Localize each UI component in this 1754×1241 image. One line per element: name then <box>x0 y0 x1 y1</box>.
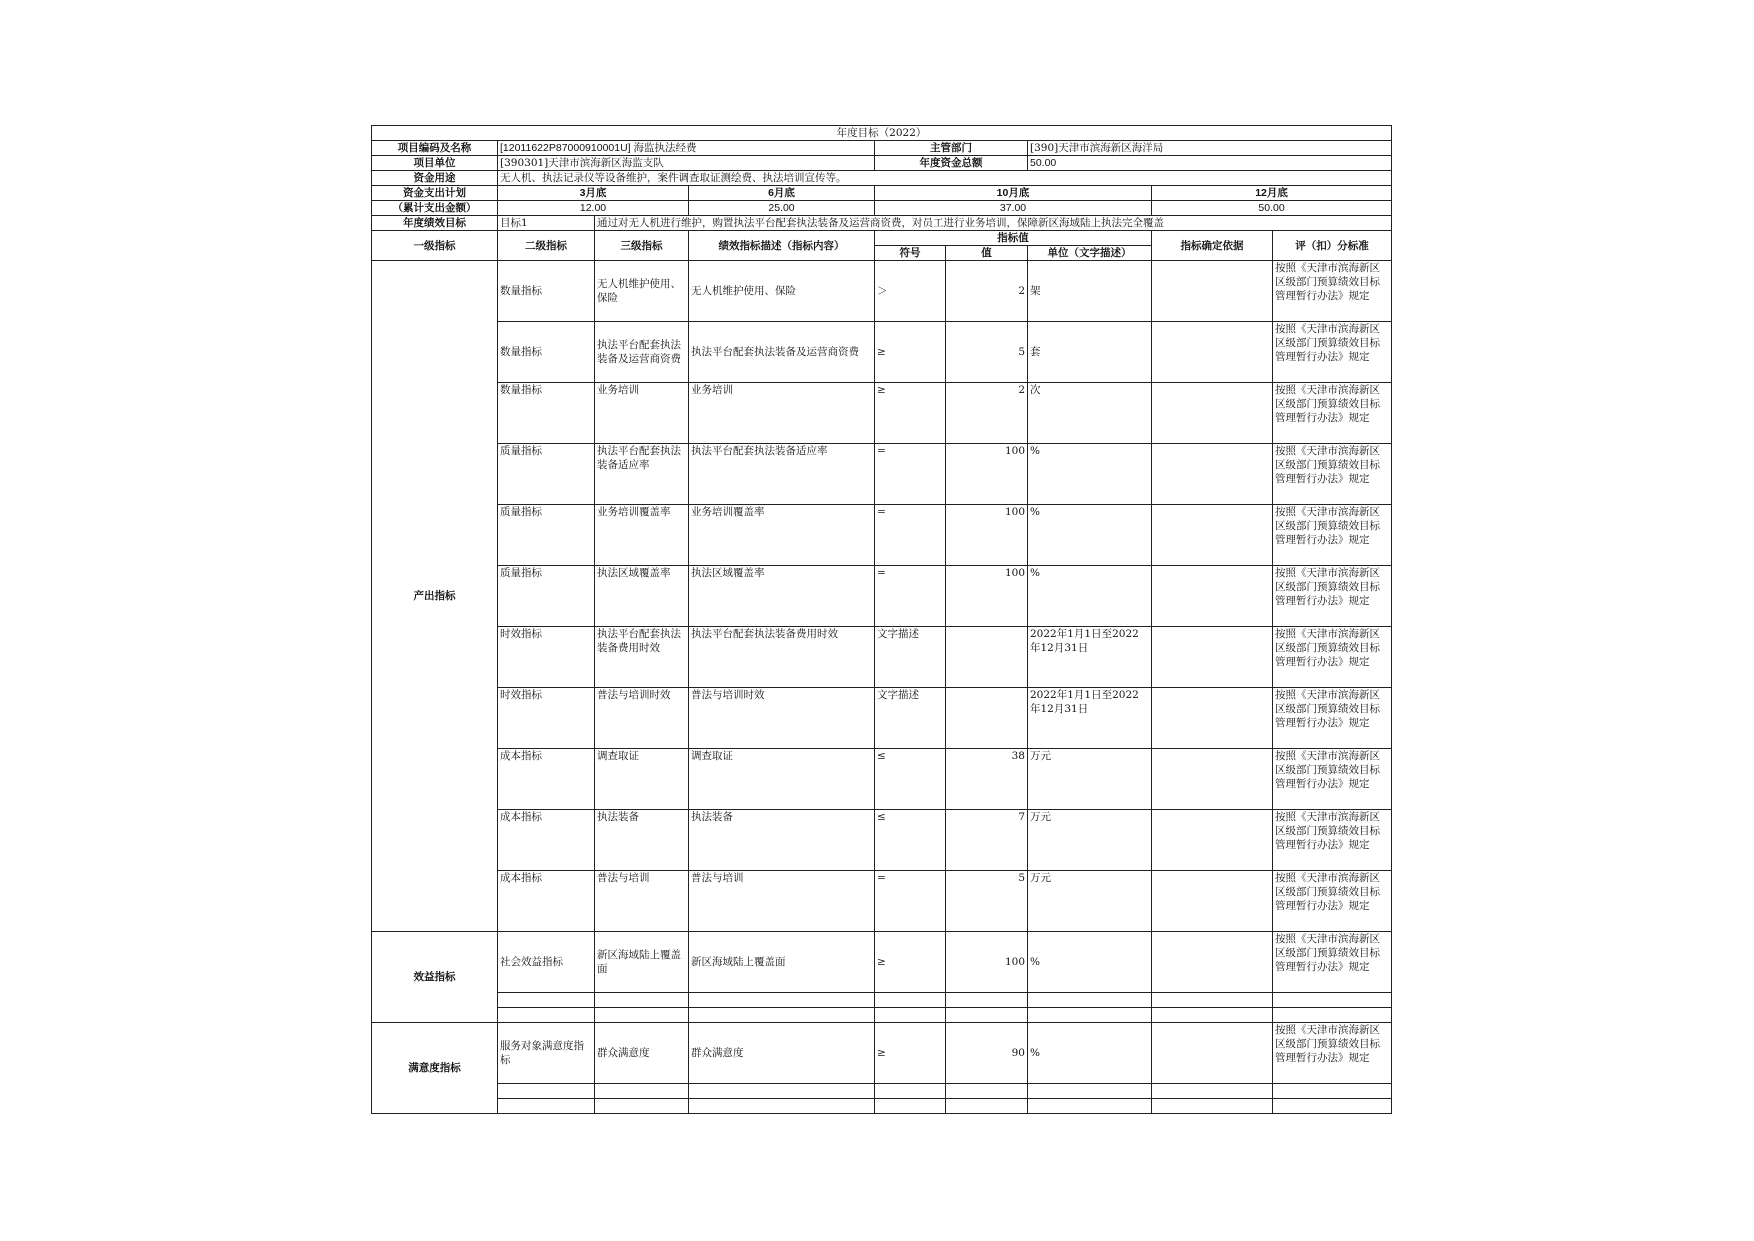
project-unit-value: [390301]天津市滨海新区海监支队 <box>498 156 875 171</box>
symbol-cell: = <box>875 871 946 932</box>
total-funds-label: 年度资金总额 <box>875 156 1028 171</box>
desc-cell: 执法区域覆盖率 <box>689 566 875 627</box>
desc-cell: 执法平台配套执法装备及运营商资费 <box>689 322 875 383</box>
unit-cell: % <box>1028 444 1152 505</box>
symbol-cell: 文字描述 <box>875 627 946 688</box>
value-cell: 100 <box>946 444 1028 505</box>
plan-month: 10月底 <box>875 186 1152 201</box>
symbol-cell: ＞ <box>875 261 946 322</box>
empty-row <box>372 993 1392 1008</box>
header-level1: 一级指标 <box>372 231 498 261</box>
unit-cell: 万元 <box>1028 871 1152 932</box>
plan-month: 3月底 <box>498 186 689 201</box>
symbol-cell: ≥ <box>875 383 946 444</box>
standard-cell: 按照《天津市滨海新区区级部门预算绩效目标管理暂行办法》规定 <box>1273 688 1392 749</box>
empty-cell <box>1152 993 1273 1008</box>
header-standard: 评（扣）分标准 <box>1273 231 1392 261</box>
goal-id: 目标1 <box>498 216 595 231</box>
empty-row <box>372 1084 1392 1099</box>
empty-cell <box>1152 1084 1273 1099</box>
basis-cell <box>1152 505 1273 566</box>
basis-cell <box>1152 749 1273 810</box>
level3-cell: 群众满意度 <box>595 1023 689 1084</box>
level1-group-cell: 效益指标 <box>372 932 498 1023</box>
standard-cell: 按照《天津市滨海新区区级部门预算绩效目标管理暂行办法》规定 <box>1273 566 1392 627</box>
empty-cell <box>498 1008 595 1023</box>
header-desc: 绩效指标描述（指标内容） <box>689 231 875 261</box>
level3-cell: 业务培训覆盖率 <box>595 505 689 566</box>
table-row <box>372 383 1392 444</box>
unit-cell: 万元 <box>1028 810 1152 871</box>
basis-cell <box>1152 688 1273 749</box>
standard-cell: 按照《天津市滨海新区区级部门预算绩效目标管理暂行办法》规定 <box>1273 749 1392 810</box>
empty-cell <box>1152 1099 1273 1114</box>
level3-cell: 执法平台配套执法装备适应率 <box>595 444 689 505</box>
level2-cell: 质量指标 <box>498 566 595 627</box>
empty-cell <box>875 993 946 1008</box>
standard-cell: 按照《天津市滨海新区区级部门预算绩效目标管理暂行办法》规定 <box>1273 261 1392 322</box>
basis-cell <box>1152 627 1273 688</box>
level3-cell: 业务培训 <box>595 383 689 444</box>
table-row <box>372 1023 1392 1084</box>
table-row <box>372 627 1392 688</box>
unit-cell: 套 <box>1028 322 1152 383</box>
desc-cell: 执法平台配套执法装备费用时效 <box>689 627 875 688</box>
empty-cell <box>1028 1084 1152 1099</box>
level2-cell: 服务对象满意度指标 <box>498 1023 595 1084</box>
header-value: 值 <box>946 246 1028 261</box>
empty-cell <box>689 993 875 1008</box>
level2-cell: 质量指标 <box>498 505 595 566</box>
symbol-cell: ≥ <box>875 1023 946 1084</box>
dept-label: 主管部门 <box>875 141 1028 156</box>
header-level3: 三级指标 <box>595 231 689 261</box>
level2-cell: 时效指标 <box>498 627 595 688</box>
empty-cell <box>498 993 595 1008</box>
empty-cell <box>595 993 689 1008</box>
value-cell: 38 <box>946 749 1028 810</box>
symbol-cell: ≤ <box>875 810 946 871</box>
symbol-cell: 文字描述 <box>875 688 946 749</box>
table-row <box>372 444 1392 505</box>
header-basis: 指标确定依据 <box>1152 231 1273 261</box>
desc-cell: 业务培训覆盖率 <box>689 505 875 566</box>
empty-row <box>372 1099 1392 1114</box>
empty-cell <box>595 1084 689 1099</box>
level3-cell: 执法平台配套执法装备及运营商资费 <box>595 322 689 383</box>
level2-cell: 数量指标 <box>498 322 595 383</box>
header-value-group: 指标值 <box>875 231 1152 246</box>
standard-cell: 按照《天津市滨海新区区级部门预算绩效目标管理暂行办法》规定 <box>1273 810 1392 871</box>
level2-cell: 质量指标 <box>498 444 595 505</box>
value-cell: 100 <box>946 932 1028 993</box>
table-row <box>372 932 1392 993</box>
table-row <box>372 322 1392 383</box>
unit-cell: % <box>1028 566 1152 627</box>
table-row <box>372 688 1392 749</box>
level2-cell: 成本指标 <box>498 871 595 932</box>
value-cell: 7 <box>946 810 1028 871</box>
value-cell: 5 <box>946 871 1028 932</box>
standard-cell: 按照《天津市滨海新区区级部门预算绩效目标管理暂行办法》规定 <box>1273 627 1392 688</box>
level2-cell: 数量指标 <box>498 383 595 444</box>
project-code-label: 项目编码及名称 <box>372 141 498 156</box>
empty-cell <box>1273 1008 1392 1023</box>
unit-cell: 架 <box>1028 261 1152 322</box>
dept-value: [390]天津市滨海新区海洋局 <box>1028 141 1392 156</box>
plan-amount: 12.00 <box>498 201 689 216</box>
standard-cell: 按照《天津市滨海新区区级部门预算绩效目标管理暂行办法》规定 <box>1273 505 1392 566</box>
level2-cell: 时效指标 <box>498 688 595 749</box>
level3-cell: 新区海域陆上覆盖面 <box>595 932 689 993</box>
standard-cell: 按照《天津市滨海新区区级部门预算绩效目标管理暂行办法》规定 <box>1273 383 1392 444</box>
desc-cell: 调查取证 <box>689 749 875 810</box>
empty-cell <box>946 993 1028 1008</box>
basis-cell <box>1152 1023 1273 1084</box>
basis-cell <box>1152 444 1273 505</box>
total-funds-value: 50.00 <box>1028 156 1392 171</box>
project-unit-label: 项目单位 <box>372 156 498 171</box>
plan-month: 12月底 <box>1152 186 1392 201</box>
empty-cell <box>689 1084 875 1099</box>
level3-cell: 无人机维护使用、保险 <box>595 261 689 322</box>
standard-cell: 按照《天津市滨海新区区级部门预算绩效目标管理暂行办法》规定 <box>1273 322 1392 383</box>
level1-group-cell: 满意度指标 <box>372 1023 498 1114</box>
empty-cell <box>1152 1008 1273 1023</box>
empty-cell <box>498 1099 595 1114</box>
value-cell <box>946 688 1028 749</box>
performance-target-table <box>371 125 1392 1114</box>
unit-cell: 次 <box>1028 383 1152 444</box>
symbol-cell: = <box>875 444 946 505</box>
empty-cell <box>946 1099 1028 1114</box>
empty-cell <box>875 1008 946 1023</box>
symbol-cell: = <box>875 566 946 627</box>
table-row <box>372 505 1392 566</box>
value-cell: 2 <box>946 383 1028 444</box>
unit-cell: % <box>1028 505 1152 566</box>
header-unit: 单位（文字描述） <box>1028 246 1152 261</box>
table-row <box>372 749 1392 810</box>
level3-cell: 执法区域覆盖率 <box>595 566 689 627</box>
desc-cell: 执法平台配套执法装备适应率 <box>689 444 875 505</box>
unit-cell: 万元 <box>1028 749 1152 810</box>
empty-cell <box>595 1099 689 1114</box>
value-cell: 100 <box>946 505 1028 566</box>
goal-text: 通过对无人机进行维护，购置执法平台配套执法装备及运营商资费，对员工进行业务培训，保障新区海域陆上执法完全覆盖 <box>595 216 1392 231</box>
desc-cell: 群众满意度 <box>689 1023 875 1084</box>
table-row <box>372 810 1392 871</box>
level3-cell: 调查取证 <box>595 749 689 810</box>
plan-amount: 25.00 <box>689 201 875 216</box>
symbol-cell: ≥ <box>875 322 946 383</box>
level2-cell: 成本指标 <box>498 749 595 810</box>
value-cell: 2 <box>946 261 1028 322</box>
value-cell <box>946 627 1028 688</box>
level3-cell: 普法与培训 <box>595 871 689 932</box>
empty-cell <box>875 1084 946 1099</box>
standard-cell: 按照《天津市滨海新区区级部门预算绩效目标管理暂行办法》规定 <box>1273 444 1392 505</box>
standard-cell: 按照《天津市滨海新区区级部门预算绩效目标管理暂行办法》规定 <box>1273 1023 1392 1084</box>
plan-label: 资金支出计划 <box>372 186 498 201</box>
plan-amount: 50.00 <box>1152 201 1392 216</box>
empty-cell <box>1273 1084 1392 1099</box>
empty-cell <box>498 1084 595 1099</box>
desc-cell: 普法与培训 <box>689 871 875 932</box>
empty-cell <box>946 1084 1028 1099</box>
value-cell: 5 <box>946 322 1028 383</box>
empty-cell <box>1028 1008 1152 1023</box>
symbol-cell: = <box>875 505 946 566</box>
table-row <box>372 566 1392 627</box>
basis-cell <box>1152 261 1273 322</box>
plan-month: 6月底 <box>689 186 875 201</box>
goal-label: 年度绩效目标 <box>372 216 498 231</box>
standard-cell: 按照《天津市滨海新区区级部门预算绩效目标管理暂行办法》规定 <box>1273 932 1392 993</box>
empty-cell <box>689 1008 875 1023</box>
desc-cell: 新区海域陆上覆盖面 <box>689 932 875 993</box>
fund-use-label: 资金用途 <box>372 171 498 186</box>
symbol-cell: ≥ <box>875 932 946 993</box>
plan-amount: 37.00 <box>875 201 1152 216</box>
basis-cell <box>1152 322 1273 383</box>
empty-row <box>372 1008 1392 1023</box>
header-symbol: 符号 <box>875 246 946 261</box>
desc-cell: 普法与培训时效 <box>689 688 875 749</box>
desc-cell: 执法装备 <box>689 810 875 871</box>
level3-cell: 执法装备 <box>595 810 689 871</box>
level2-cell: 数量指标 <box>498 261 595 322</box>
unit-cell: 2022年1月1日至2022年12月31日 <box>1028 688 1152 749</box>
level2-cell: 成本指标 <box>498 810 595 871</box>
plan-sublabel: （累计支出金额） <box>372 201 498 216</box>
basis-cell <box>1152 932 1273 993</box>
value-cell: 100 <box>946 566 1028 627</box>
empty-cell <box>1028 993 1152 1008</box>
basis-cell <box>1152 871 1273 932</box>
basis-cell <box>1152 810 1273 871</box>
empty-cell <box>1028 1099 1152 1114</box>
basis-cell <box>1152 566 1273 627</box>
basis-cell <box>1152 383 1273 444</box>
desc-cell: 业务培训 <box>689 383 875 444</box>
unit-cell: 2022年1月1日至2022年12月31日 <box>1028 627 1152 688</box>
level3-cell: 普法与培训时效 <box>595 688 689 749</box>
value-cell: 90 <box>946 1023 1028 1084</box>
standard-cell: 按照《天津市滨海新区区级部门预算绩效目标管理暂行办法》规定 <box>1273 871 1392 932</box>
empty-cell <box>689 1099 875 1114</box>
empty-cell <box>1273 1099 1392 1114</box>
fund-use-value: 无人机、执法记录仪等设备维护，案件调查取证测绘费、执法培训宣传等。 <box>498 171 1392 186</box>
table-title: 年度目标（2022） <box>372 126 1392 141</box>
level3-cell: 执法平台配套执法装备费用时效 <box>595 627 689 688</box>
empty-cell <box>1273 993 1392 1008</box>
level1-group-cell: 产出指标 <box>372 261 498 932</box>
empty-cell <box>595 1008 689 1023</box>
table-row <box>372 261 1392 322</box>
desc-cell: 无人机维护使用、保险 <box>689 261 875 322</box>
level2-cell: 社会效益指标 <box>498 932 595 993</box>
empty-cell <box>946 1008 1028 1023</box>
empty-cell <box>875 1099 946 1114</box>
header-level2: 二级指标 <box>498 231 595 261</box>
unit-cell: % <box>1028 932 1152 993</box>
table-row <box>372 871 1392 932</box>
unit-cell: % <box>1028 1023 1152 1084</box>
symbol-cell: ≤ <box>875 749 946 810</box>
project-code-value: [12011622P87000910001U] 海监执法经费 <box>498 141 875 156</box>
